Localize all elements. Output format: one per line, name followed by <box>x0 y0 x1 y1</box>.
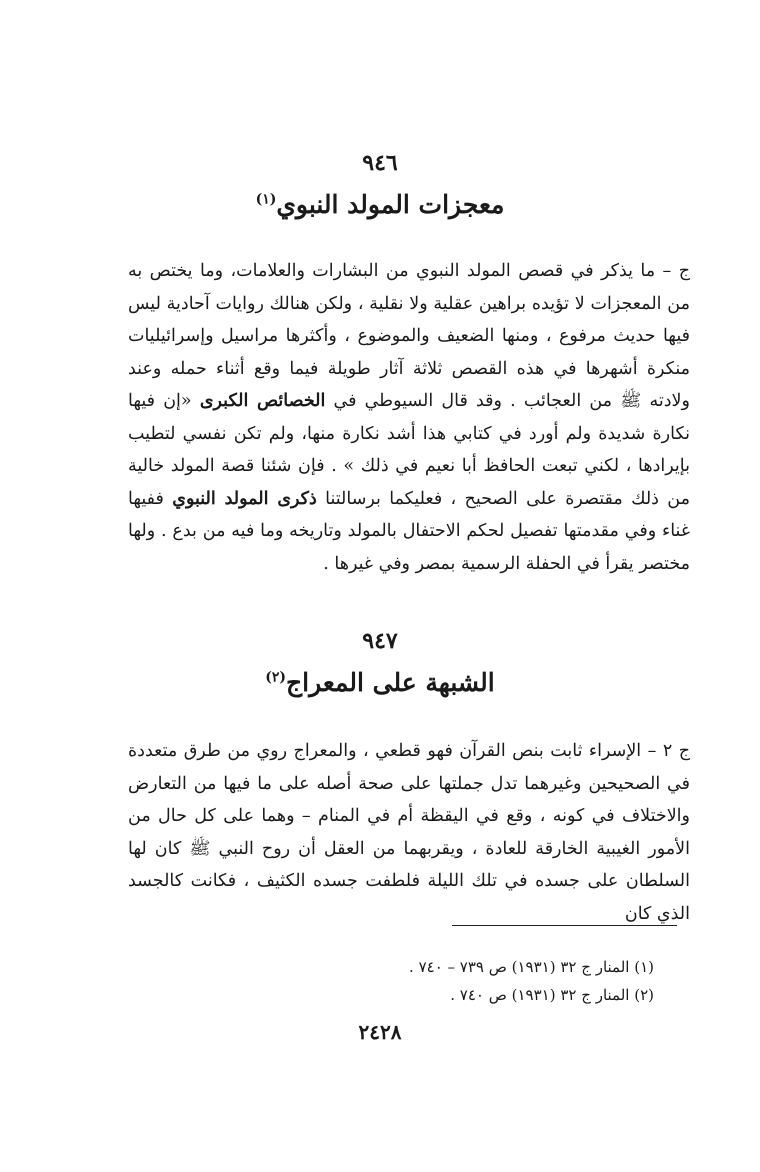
section-number-947: ٩٤٧ <box>362 628 398 654</box>
section-title-miraj <box>0 668 760 697</box>
paragraph-text-part-2: «إن فيها نكارة شديدة ولم أورد في كتابي هذا أشد نكارة منها، ولم تكن نفسي لتطيب بإيرادها ، لكني تبعت الحافظ أبا نعيم في ذلك » . فإن شئنا قصة المولد خالية من ذلك مقتصرة على الصحيح ، فعليكما برسالتنا <box>128 391 690 509</box>
page-number: ٢٤٢٨ <box>358 1020 402 1044</box>
section-title-text: الشبهة على المعراج <box>286 668 495 697</box>
footnote-marker-1: (١) <box>255 191 277 208</box>
section-title-text: معجزات المولد النبوي <box>276 190 505 219</box>
paragraph-text-part-1: ج – ما يذكر في قصص المولد النبوي من البشارات والعلامات، وما يختص به من المعجزات لا تؤيده براهين عقلية ولا نقلية ، ولكن هنالك روايات آحادية ليس فيها حديث مرفوع ، ومنها الضعيف والموضوع ، وأكثرها مراسيل وإسرائيليات منكرة أشهرها في هذه القصص ثلاثة آثار طويلة فيما وقع أثناء حمله وعند ولادته ﷺ من العجائب . وقد قال السيوطي في <box>128 261 690 411</box>
footnote-marker-2: (٢) <box>265 669 287 686</box>
book-title-dhikra-mawlid: ذكرى المولد النبوي <box>172 488 317 509</box>
section-title-mawlid <box>0 190 760 219</box>
answer-paragraph-miraj: ج ٢ – الإسراء ثابت بنص القرآن فهو قطعي ، والمعراج روي من طرق متعددة في الصحيحين وغيرهما تدل جملتها على صحة أصله على ما فيها من التعارض والاختلاف في كونه ، وقع في اليقظة أم في المنام – وهما على كل حال من الأمور الغيبية الخارقة للعادة ، ويقربهما من العقل أن روح النبي ﷺ كان لها السلطان على جسده في تلك الليلة فلطفت جسده الكثيف ، فكانت كالجسد الذي كان <box>128 741 691 924</box>
footnote-1: (١) المنار ج ٣٢ (١٩٣١) ص ٧٣٩ – ٧٤٠ . <box>409 958 654 976</box>
footnote-divider <box>452 925 677 926</box>
book-title-khasais: الخصائص الكبرى <box>199 391 326 411</box>
paragraph-text-part-3: ففيها غناء وفي مقدمتها تفصيل لحكم الاحتفال بالمولد وتاريخه وما فيه من بدع . ولها مختصر يقرأ في الحفلة الرسمية بمصر وفي غيرها . <box>128 488 690 574</box>
answer-paragraph-mawlid <box>128 255 690 580</box>
section-number-946: ٩٤٦ <box>362 150 398 176</box>
footnote-2: (٢) المنار ج ٣٢ (١٩٣١) ص ٧٤٠ . <box>450 986 654 1004</box>
